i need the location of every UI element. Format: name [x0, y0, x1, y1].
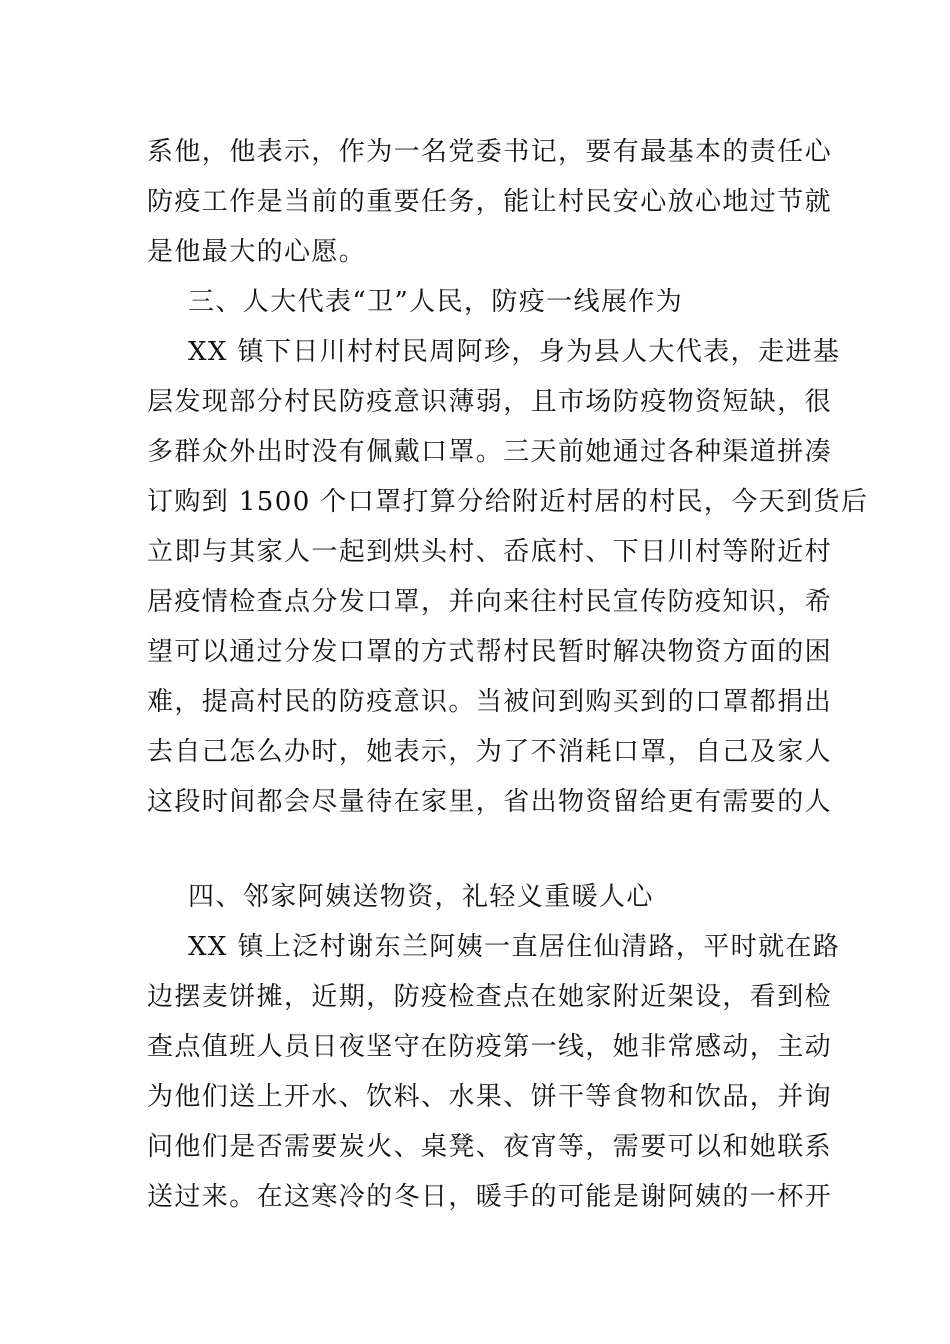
text-line: 查点值班人员日夜坚守在防疫第一线，她非常感动，主动 — [147, 1032, 833, 1062]
text-line: 是他最大的心愿。 — [147, 237, 367, 267]
text-line: 层发现部分村民防疫意识薄弱，且市场防疫物资短缺，很 — [147, 387, 833, 417]
text-line: 去自己怎么办时，她表示，为了不消耗口罩，自己及家人 — [147, 737, 833, 767]
text-line: 为他们送上开水、饮料、水果、饼干等食物和饮品，并询 — [147, 1082, 833, 1112]
text-line: 立即与其家人一起到烘头村、岙底村、下日川村等附近村 — [147, 537, 833, 567]
text-line: 居疫情检查点分发口罩，并向来往村民宣传防疫知识，希 — [147, 587, 833, 617]
text-line: 防疫工作是当前的重要任务，能让村民安心放心地过节就 — [147, 187, 833, 217]
text-line: 多群众外出时没有佩戴口罩。三天前她通过各种渠道拼凑 — [147, 437, 833, 467]
text-line: 边摆麦饼摊，近期，防疫检查点在她家附近架设，看到检 — [147, 982, 833, 1012]
section-heading-4: 四、邻家阿姨送物资，礼轻义重暖人心 — [188, 882, 654, 912]
section-heading-3: 三、人大代表“卫”人民，防疫一线展作为 — [188, 287, 684, 317]
text-line: XX 镇下日川村村民周阿珍，身为县人大代表，走进基 — [188, 337, 841, 367]
text-line: 系他，他表示，作为一名党委书记，要有最基本的责任心 — [147, 137, 833, 167]
text-line: XX 镇上泛村谢东兰阿姨一直居住仙清路，平时就在路 — [188, 932, 841, 962]
text-line: 订购到 1500 个口罩打算分给附近村居的村民，今天到货后 — [147, 487, 869, 517]
text-line: 这段时间都会尽量待在家里，省出物资留给更有需要的人 — [147, 787, 833, 817]
text-line: 难，提高村民的防疫意识。当被问到购买到的口罩都捐出 — [147, 687, 833, 717]
text-line: 送过来。在这寒冷的冬日，暖手的可能是谢阿姨的一杯开 — [147, 1182, 833, 1212]
text-line: 问他们是否需要炭火、桌凳、夜宵等，需要可以和她联系 — [147, 1132, 833, 1162]
text-line: 望可以通过分发口罩的方式帮村民暂时解决物资方面的困 — [147, 637, 833, 667]
